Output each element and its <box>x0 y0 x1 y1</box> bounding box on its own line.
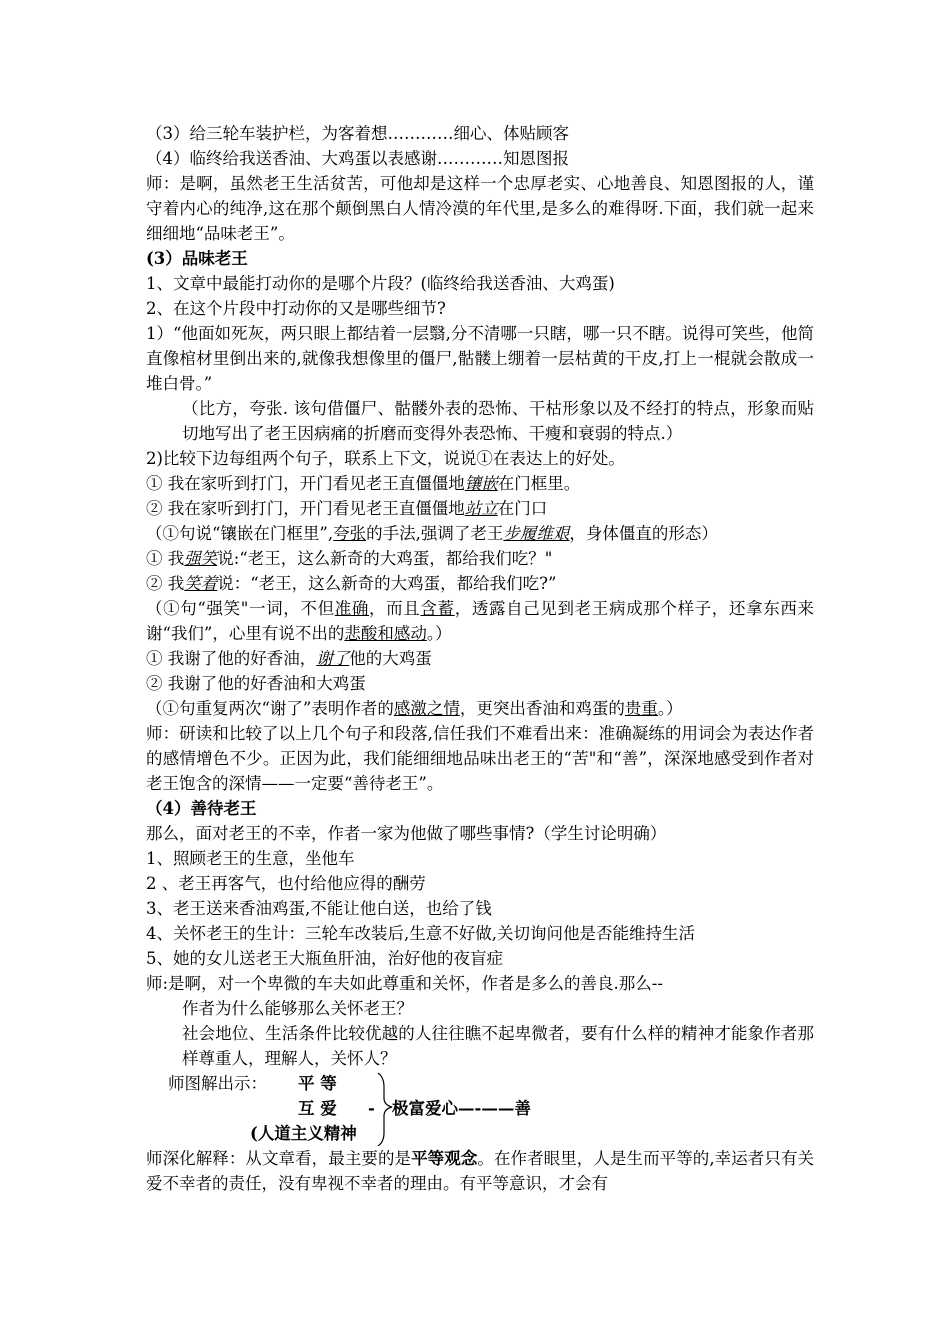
document-page <box>146 121 814 1196</box>
paragraph: 师深化解释：从文章看，最主要的是平等观念。在作者眼里，人是生而平等的,幸运者只有关爱不幸者的责任，没有卑视不幸者的理由。有平等意识，才会有 <box>146 1149 815 1193</box>
diagram-node-mutual-love: 互 爱 <box>298 1099 337 1118</box>
emphasis-word: 准确 <box>334 599 369 618</box>
emphasis-word: 谢了 <box>316 649 350 668</box>
list-item: 5、她的女儿送老王大瓶鱼肝油，治好他的夜盲症 <box>146 949 503 968</box>
question: 1、文章中最能打动你的是哪个片段？(临终给我送香油、大鸡蛋) <box>146 274 615 293</box>
question: 那么，面对老王的不幸，作者一家为他做了哪些事情?（学生讨论明确） <box>146 824 667 843</box>
text-line: 师:是啊，对一个卑微的车夫如此尊重和关怀，作者是多么的善良.那么-- <box>146 974 663 993</box>
text-line: （3）给三轮车装护栏，为客着想…………细心、体贴顾客 <box>146 124 569 143</box>
section-heading: （4）善待老王 <box>146 799 257 818</box>
analysis-paragraph: （①句说“镶嵌在门框里”,夸张的手法,强调了老王步履维艰，身体僵直的形态） <box>146 524 718 543</box>
text-line: 2)比较下边每组两个句子，联系上下文，说说①在表达上的好处。 <box>146 449 625 468</box>
emphasis-word: 镶嵌 <box>464 474 498 493</box>
emphasis-word: 平等观念 <box>411 1149 478 1168</box>
sentence: ① 我在家听到打门，开门看见老王直僵僵地镶嵌在门框里。 <box>146 474 581 493</box>
analysis-paragraph: （①句“强笑"一词，不但准确，而且含蓄，透露自己见到老王病成那个样子，还拿东西来谢“我们”，心里有说不出的悲酸和感动。） <box>146 599 815 643</box>
diagram-node-equality: 平 等 <box>298 1074 337 1093</box>
emphasis-word: 站立 <box>464 499 498 518</box>
emphasis-word: 感激之情 <box>393 699 460 718</box>
paragraph: 师：研读和比较了以上几个句子和段落,信任我们不难看出来：准确凝练的用词会为表达作者的感情增色不少。正因为此，我们能细细地品味出老王的“苦"和“善”，深深地感受到作者对老王饱含的深情——一定要“善待老王”。 <box>146 724 814 793</box>
sentence: ② 我笑着说：“老王，这么新奇的大鸡蛋，都给我们吃?” <box>146 574 557 593</box>
emphasis-word: 笑着 <box>184 574 218 593</box>
analysis-paragraph: （比方，夸张. 该句借僵尸、骷髅外表的恐怖、干枯形象以及不经打的特点，形象而贴切地写出了老王因病痛的折磨而变得外表恐怖、干瘦和衰弱的特点.） <box>182 399 814 443</box>
diagram-intro: 师图解出示： <box>168 1074 267 1093</box>
paragraph: 社会地位、生活条件比较优越的人往往瞧不起卑微者，要有什么样的精神才能象作者那样尊重人，理解人，关怀人？ <box>182 1024 814 1068</box>
question: 2、在这个片段中打动你的又是哪些细节? <box>146 299 446 318</box>
sentence: ① 我谢了他的好香油，谢了他的大鸡蛋 <box>146 649 432 668</box>
emphasis-word: 强笑 <box>184 549 218 568</box>
text-line: 作者为什么能够那么关怀老王？ <box>182 999 413 1018</box>
analysis-line: （①句重复两次“谢了”表明作者的感激之情，更突出香油和鸡蛋的贵重。） <box>146 699 683 718</box>
quote-paragraph: 1）“他面如死灰，两只眼上都结着一层翳,分不清哪一只瞎，哪一只不瞎。说得可笑些，他简直像棺材里倒出来的,就像我想像里的僵尸,骷髅上绷着一层枯黄的干皮,打上一棍就会散成一堆白骨。” <box>146 324 814 393</box>
concept-diagram <box>146 1071 814 1146</box>
emphasis-word: 夸张 <box>333 524 367 543</box>
paragraph: 师：是啊，虽然老王生活贫苦，可他却是这样一个忠厚老实、心地善良、知恩图报的人，谨守着内心的纯净,这在那个颠倒黑白人情冷漠的年代里,是多么的难得呀.下面，我们就一起来细细地“品味老王”。 <box>146 174 814 243</box>
text-line: （4）临终给我送香油、大鸡蛋以表感谢…………知恩图报 <box>146 149 569 168</box>
list-item: 2 、老王再客气，也付给他应得的酬劳 <box>146 874 426 893</box>
diagram-dash: - <box>368 1099 375 1118</box>
sentence: ② 我谢了他的好香油和大鸡蛋 <box>146 674 366 693</box>
sentence: ② 我在家听到打门，开门看见老王直僵僵地站立在门口 <box>146 499 548 518</box>
emphasis-word: 贵重 <box>624 699 658 718</box>
list-item: 3、老王送来香油鸡蛋,不能让他白送，也给了钱 <box>146 899 492 918</box>
emphasis-word: 步履维艰 <box>503 524 570 543</box>
diagram-result: 极富爱心—-——善 <box>392 1099 531 1118</box>
sentence: ① 我强笑说:“老王，这么新奇的大鸡蛋，都给我们吃？" <box>146 549 553 568</box>
section-heading: (3）品味老王 <box>146 249 248 268</box>
list-item: 4、关怀老王的生计：三轮车改装后,生意不好做,关切询问他是否能维持生活 <box>146 924 695 943</box>
emphasis-word: 悲酸和感动 <box>344 624 427 643</box>
diagram-node-humanism: (人道主义精神 <box>250 1124 357 1143</box>
list-item: 1、照顾老王的生意，坐他车 <box>146 849 355 868</box>
emphasis-word: 含蓄 <box>420 599 455 618</box>
